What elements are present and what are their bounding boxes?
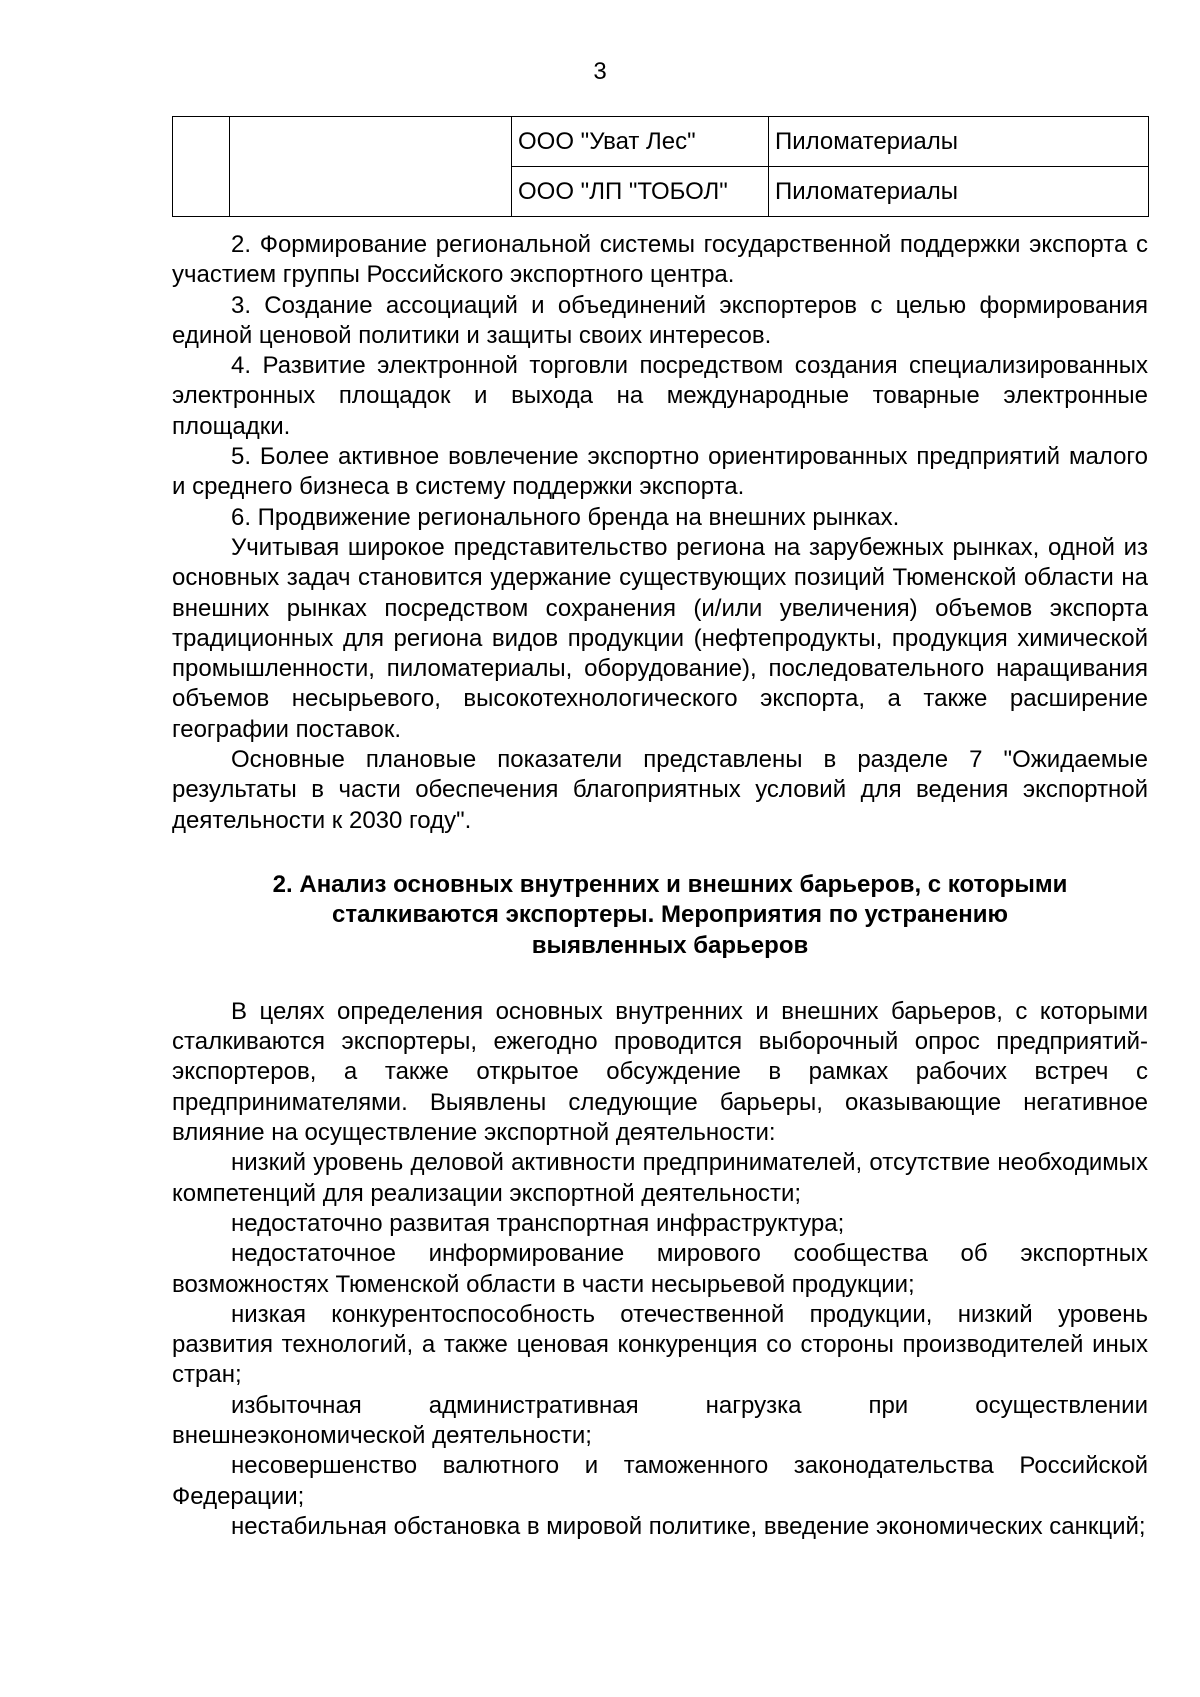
table-cell-company: ООО "Уват Лес" — [512, 117, 769, 167]
table-cell-number — [173, 117, 230, 217]
table-cell-company: ООО "ЛП "ТОБОЛ" — [512, 167, 769, 217]
list-item: недостаточное информирование мирового сообщества об экспортных возможностях Тюменской области в части несырьевой продукции; — [172, 1240, 1148, 1298]
section-heading — [172, 870, 1148, 961]
section-heading-line: сталкиваются экспортеры. Мероприятия по устранению — [331, 901, 1009, 929]
paragraph: 5. Более активное вовлечение экспортно ориентированных предприятий малого и среднего бизнеса в систему поддержки экспорта. — [172, 443, 1148, 501]
list-item: избыточная административная нагрузка при осуществлении внешнеэкономической деятельности; — [172, 1391, 1148, 1449]
paragraph: Основные плановые показатели представлены в разделе 7 "Ожидаемые результаты в части обеспечения благоприятных условий для ведения экспортной деятельности к 2030 году". — [172, 746, 1148, 834]
paragraph: 2. Формирование региональной системы государственной поддержки экспорта с участием группы Российского экспортного центра. — [172, 231, 1148, 289]
section-heading-line: выявленных барьеров — [531, 931, 809, 959]
document-body — [172, 230, 1148, 1542]
paragraph: 4. Развитие электронной торговли посредством создания специализированных электронных площадок и выхода на международные товарные электронные площадки. — [172, 352, 1148, 440]
paragraph: 3. Создание ассоциаций и объединений экспортеров с целью формирования единой ценовой политики и защиты своих интересов. — [172, 291, 1148, 349]
paragraph: Учитывая широкое представительство региона на зарубежных рынках, одной из основных задач становится удержание существующих позиций Тюменской области на внешних рынках посредством сохранения (и/или увеличения) объемов экспорта традиционных для региона видов продукции (нефтепродукты, продукция химической промышленности, пиломатериалы, оборудование), последовательного наращивания объемов несырьевого, высокотехнологического экспорта, а также расширение географии поставок. — [172, 533, 1148, 743]
table-cell-product: Пиломатериалы — [769, 117, 1149, 167]
list-item: низкая конкурентоспособность отечественной продукции, низкий уровень развития технологий, а также ценовая конкуренция со стороны производителей иных стран; — [172, 1300, 1148, 1389]
table-cell-region — [230, 117, 512, 217]
list-item: несовершенство валютного и таможенного законодательства Российской Федерации; — [172, 1452, 1148, 1510]
table-row — [173, 117, 1149, 167]
paragraph: 6. Продвижение регионального бренда на внешних рынках. — [231, 503, 900, 531]
paragraph: В целях определения основных внутренних и внешних барьеров, с которыми сталкиваются экспортеры, ежегодно проводится выборочный опрос предприятий-экспортеров, а также открытое обсуждение в рамках рабочих встреч с предпринимателями. Выявлены следующие барьеры, оказывающие негативное влияние на осуществление экспортной деятельности: — [172, 997, 1148, 1147]
list-item: низкий уровень деловой активности предпринимателей, отсутствие необходимых компетенций для реализации экспортной деятельности; — [172, 1149, 1148, 1207]
list-item: нестабильная обстановка в мировой политике, введение экономических санкций; — [231, 1512, 1146, 1540]
table-cell-product: Пиломатериалы — [769, 167, 1149, 217]
section-heading-line: 2. Анализ основных внутренних и внешних барьеров, с которыми — [272, 870, 1068, 898]
continuation-table — [172, 116, 1149, 217]
list-item: недостаточно развитая транспортная инфраструктура; — [231, 1209, 845, 1237]
page-number: 3 — [593, 58, 607, 85]
